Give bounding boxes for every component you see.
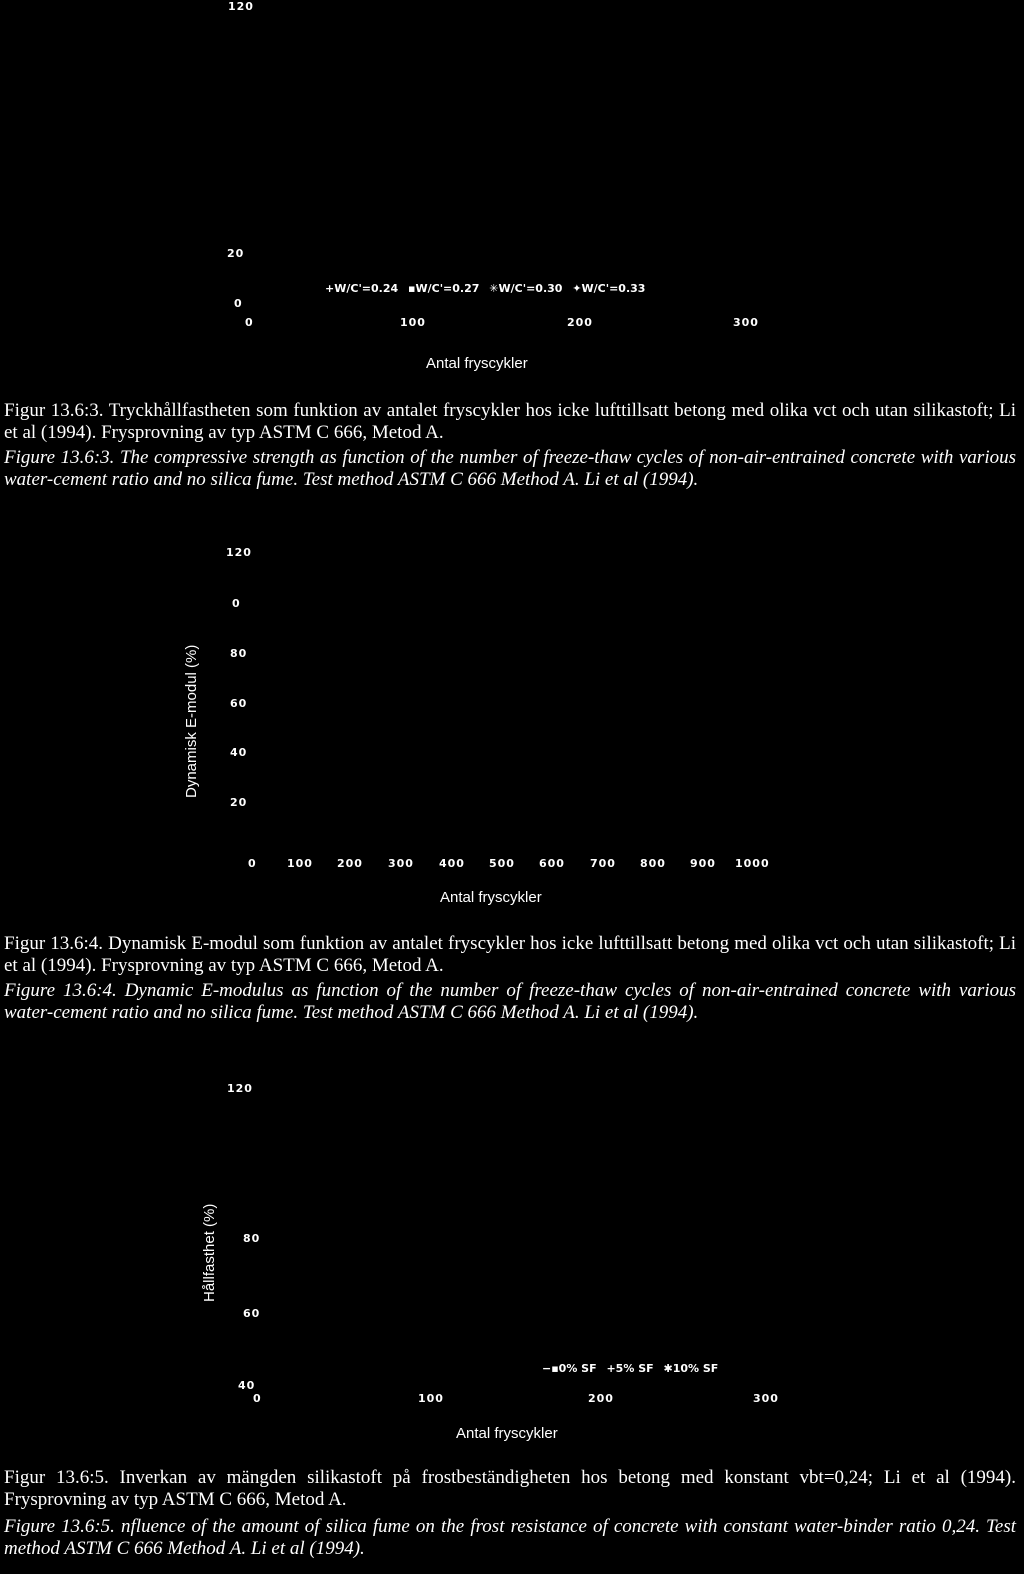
fig3-xtick: 0 bbox=[245, 316, 254, 329]
fig5-caption-en: Figure 13.6:5. nfluence of the amount of silica fume on the frost resistance of concrete with constant water-binder ratio 0,24. Test method ASTM C 666 Method A. Li et al (1994). bbox=[4, 1516, 1016, 1559]
fig3-ytick-0: 0 bbox=[234, 297, 243, 310]
fig5-x-axis-title: Antal fryscykler bbox=[456, 1425, 558, 1442]
fig3-legend bbox=[325, 282, 651, 295]
fig3-ytick-20: 20 bbox=[227, 247, 245, 260]
fig4-xtick: 800 bbox=[640, 857, 666, 870]
fig3-xtick: 200 bbox=[567, 316, 593, 329]
fig4-xtick: 400 bbox=[439, 857, 465, 870]
fig4-x-axis-title: Antal fryscykler bbox=[440, 889, 542, 906]
fig4-xtick: 500 bbox=[489, 857, 515, 870]
fig3-legend-entry: +W/C'=0.24 bbox=[325, 282, 399, 295]
fig5-legend bbox=[542, 1362, 724, 1375]
fig4-xtick: 600 bbox=[539, 857, 565, 870]
fig5-ytick: 60 bbox=[243, 1307, 261, 1320]
fig3-legend-entry: ✦W/C'=0.33 bbox=[572, 282, 646, 295]
fig4-ytick: 80 bbox=[230, 647, 248, 660]
fig5-ytick: 40 bbox=[238, 1379, 256, 1392]
fig4-caption-sv: Figur 13.6:4. Dynamisk E-modul som funktion av antalet fryscykler hos icke lufttillsatt betong med olika vct och utan silikastoft; Li et al (1994). Frysprovning av typ ASTM C 666, Metod A. bbox=[4, 933, 1016, 976]
fig4-xtick: 300 bbox=[388, 857, 414, 870]
fig3-caption-en: Figure 13.6:3. The compressive strength as function of the number of freeze-thaw cycles of non-air-entrained concrete with various water-cement ratio and no silica fume. Test method ASTM C 666 Method A. Li et al (1994). bbox=[4, 447, 1016, 490]
fig3-xtick: 300 bbox=[733, 316, 759, 329]
fig5-ytick-120: 120 bbox=[227, 1082, 253, 1095]
fig4-xtick: 1000 bbox=[735, 857, 770, 870]
fig4-xtick: 0 bbox=[248, 857, 257, 870]
fig4-y-axis-title: Dynamisk E-modul (%) bbox=[183, 644, 200, 798]
fig4-ytick: 40 bbox=[230, 746, 248, 759]
fig4-xtick: 200 bbox=[337, 857, 363, 870]
fig3-legend-entry: ✳W/C'=0.30 bbox=[489, 282, 563, 295]
fig5-legend-entry: +5% SF bbox=[606, 1362, 654, 1375]
fig5-caption-sv: Figur 13.6:5. Inverkan av mängden silikastoft på frostbeständigheten hos betong med konstant vbt=0,24; Li et al (1994). Frysprovning av typ ASTM C 666, Metod A. bbox=[4, 1467, 1016, 1510]
fig4-xtick: 700 bbox=[590, 857, 616, 870]
fig3-x-axis-title: Antal fryscykler bbox=[426, 355, 528, 372]
fig4-ytick: 60 bbox=[230, 697, 248, 710]
fig5-xtick: 0 bbox=[253, 1392, 262, 1405]
fig4-xtick: 900 bbox=[690, 857, 716, 870]
fig3-ytick-120: 120 bbox=[228, 0, 254, 13]
fig5-y-axis-title: Hållfasthet (%) bbox=[201, 1203, 218, 1302]
fig4-xtick: 100 bbox=[287, 857, 313, 870]
fig5-xtick: 100 bbox=[418, 1392, 444, 1405]
fig3-legend-entry: ▪W/C'=0.27 bbox=[408, 282, 480, 295]
fig5-xtick: 200 bbox=[588, 1392, 614, 1405]
fig4-ytick: 20 bbox=[230, 796, 248, 809]
fig3-caption-sv: Figur 13.6:3. Tryckhållfastheten som funktion av antalet fryscykler hos icke lufttillsatt betong med olika vct och utan silikastoft; Li et al (1994). Frysprovning av typ ASTM C 666, Metod A. bbox=[4, 400, 1016, 443]
fig4-caption-en: Figure 13.6:4. Dynamic E-modulus as function of the number of freeze-thaw cycles of non-air-entrained concrete with various water-cement ratio and no silica fume. Test method ASTM C 666 Method A. Li et al (1994). bbox=[4, 980, 1016, 1023]
fig5-xtick: 300 bbox=[753, 1392, 779, 1405]
fig5-legend-entry: −▪0% SF bbox=[542, 1362, 597, 1375]
fig4-ytick: 0 bbox=[232, 597, 241, 610]
fig4-ytick-120: 120 bbox=[226, 546, 252, 559]
fig5-legend-entry: ✱10% SF bbox=[663, 1362, 719, 1375]
fig3-xtick: 100 bbox=[400, 316, 426, 329]
fig5-ytick: 80 bbox=[243, 1232, 261, 1245]
